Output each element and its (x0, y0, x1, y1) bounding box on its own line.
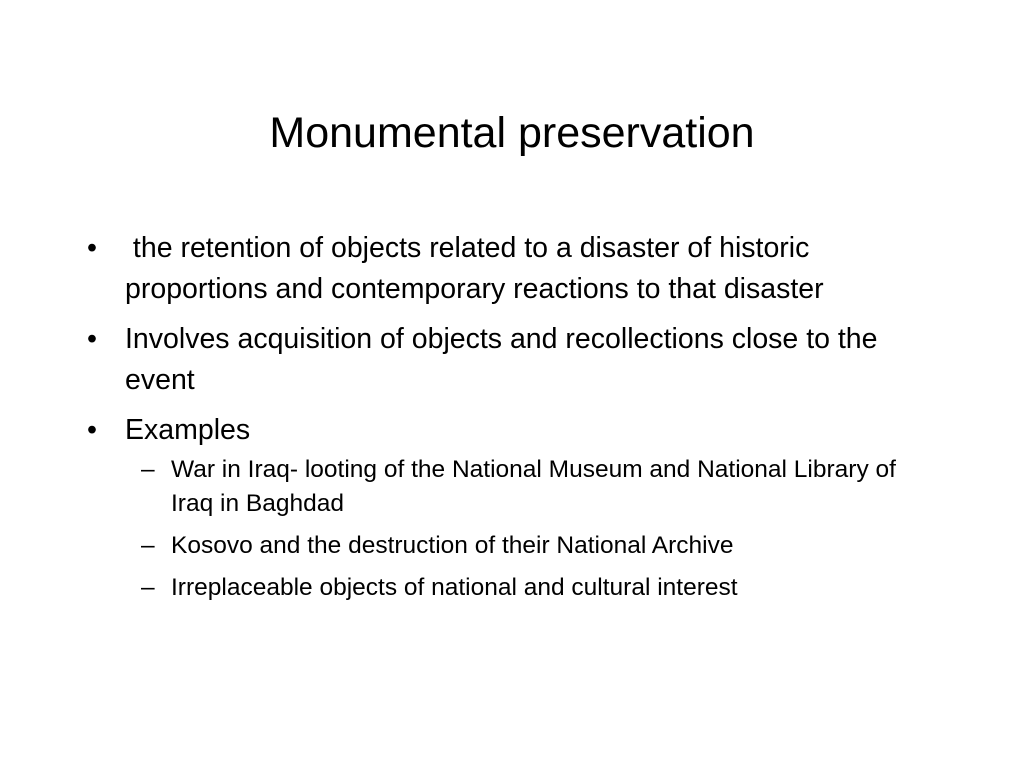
bullet-item (0, 319, 1024, 401)
sub-bullet-item (0, 453, 1024, 521)
bullet-text: the retention of objects related to a disaster of historic proportions and contemporary reactions to that disaster (125, 232, 824, 305)
sub-bullet-text: Kosovo and the destruction of their National Archive (171, 532, 734, 559)
sub-bullet-marker: – (141, 532, 155, 559)
sub-bullet-marker: – (141, 456, 155, 483)
sub-bullet-text: Irreplaceable objects of national and cultural interest (171, 574, 738, 601)
bullet-marker: • (87, 414, 97, 446)
sub-bullet-text: War in Iraq- looting of the National Museum and National Library of Iraq in Baghdad (171, 456, 896, 517)
bullet-marker: • (87, 232, 97, 264)
slide-title: Monumental preservation (269, 109, 755, 157)
slide-body (0, 228, 1024, 613)
sub-bullet-item (0, 571, 1024, 605)
bullet-marker: • (87, 323, 97, 355)
bullet-text: Examples (125, 414, 251, 446)
sub-bullet-item (0, 529, 1024, 563)
bullet-item (0, 228, 1024, 310)
bullet-text: Involves acquisition of objects and recollections close to the event (125, 323, 878, 396)
sub-bullet-marker: – (141, 574, 155, 601)
bullet-item (0, 410, 1024, 451)
sub-bullet-list (0, 453, 1024, 605)
